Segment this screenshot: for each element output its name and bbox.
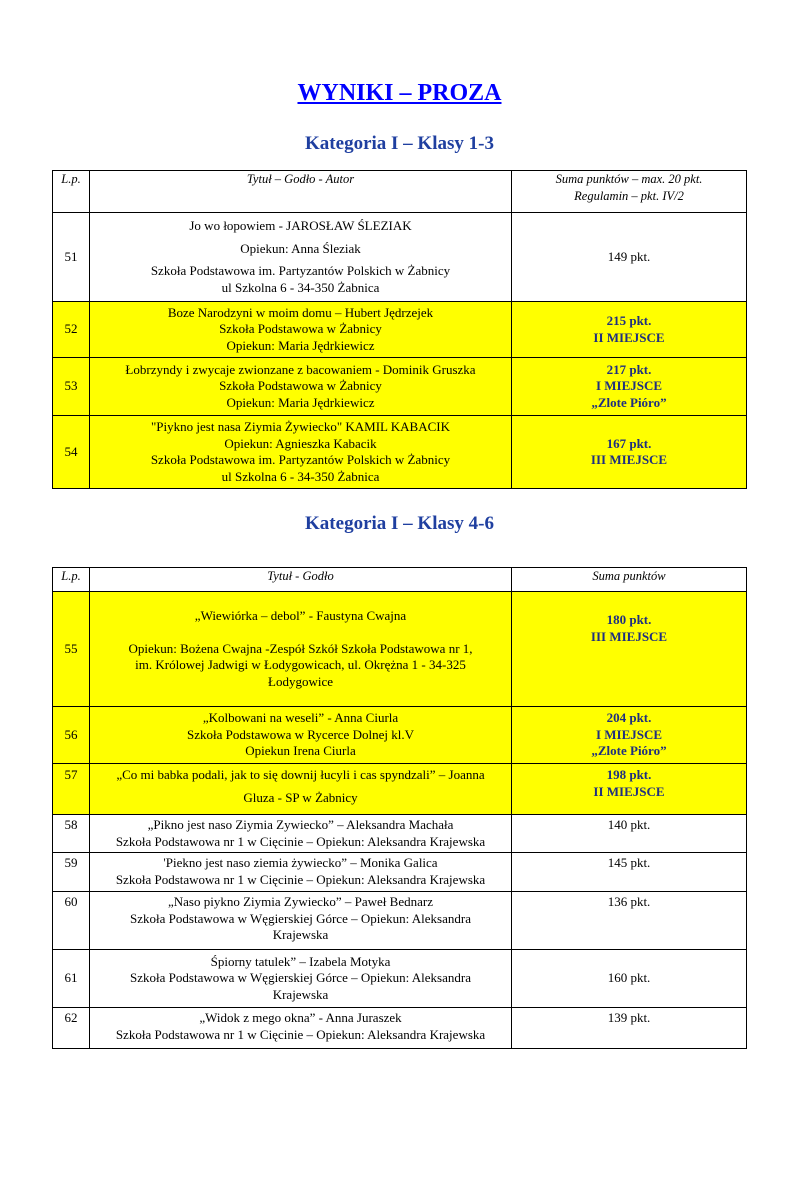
entry-line: Opiekun: Bożena Cwajna -Zespół Szkół Szkoła Podstawowa nr 1, xyxy=(128,640,473,656)
entry-line: Gluza - SP w Żabnicy xyxy=(243,789,358,805)
award-label: „Zlote Pióro” xyxy=(591,394,667,410)
row-entry xyxy=(90,1008,512,1049)
entry-line: „Kolbowani na weseli” - Anna Ciurla xyxy=(202,710,399,726)
entry-line: Boze Narodzyni w moim domu – Hubert Jędrzejek xyxy=(167,304,434,320)
score-value: 139 pkt. xyxy=(607,1010,651,1025)
score-value: 215 pkt. xyxy=(606,313,652,328)
section-heading-1: Kategoria I – Klasy 1-3 xyxy=(305,133,494,154)
table-row xyxy=(53,815,747,853)
table-row xyxy=(53,358,747,416)
entry-line: ul Szkolna 6 - 34-350 Żabnica xyxy=(221,279,380,295)
entry-line: "Piykno jest nasa Ziymia Żywiecko" KAMIL KABACIK xyxy=(151,419,450,434)
row-entry xyxy=(90,764,512,815)
table-header-row xyxy=(53,568,747,592)
entry-line: Szkoła Podstawowa w Węgierskiej Górce – Opiekun: Aleksandra xyxy=(130,910,471,926)
row-lp: 56 xyxy=(53,707,90,764)
entry-line: im. Królowej Jadwigi w Łodygowicach, ul. Okrężna 1 - 34-325 xyxy=(135,657,466,672)
score-value: 140 pkt. xyxy=(607,817,651,832)
table-row xyxy=(53,950,747,1008)
table-row xyxy=(53,416,747,489)
score-value: 160 pkt. xyxy=(607,970,651,986)
row-score xyxy=(512,302,747,358)
row-entry xyxy=(90,707,512,764)
entry-line: Szkoła Podstawowa w Żabnicy xyxy=(219,378,382,394)
entry-line: Łodygowice xyxy=(268,673,333,689)
entry-line: Szkoła Podstawowa w Żabnicy xyxy=(219,321,382,337)
row-entry xyxy=(90,892,512,950)
entry-line: Krajewska xyxy=(272,927,329,942)
row-entry xyxy=(90,358,512,416)
entry-line: Szkoła Podstawowa nr 1 w Cięcinie – Opiekun: Aleksandra Krajewska xyxy=(115,871,486,887)
row-lp: 52 xyxy=(53,302,90,358)
row-entry xyxy=(90,302,512,358)
header-title: Tytuł – Godło - Autor xyxy=(90,171,512,213)
row-score xyxy=(512,1008,747,1049)
row-lp: 53 xyxy=(53,358,90,416)
score-value: 145 pkt. xyxy=(607,855,651,870)
place-label: III MIEJSCE xyxy=(590,628,668,644)
row-score xyxy=(512,707,747,764)
table-row xyxy=(53,592,747,707)
entry-line: „Wiewiórka – debol” - Faustyna Cwajna xyxy=(194,608,407,623)
score-value: 217 pkt. xyxy=(606,361,652,377)
row-entry xyxy=(90,815,512,853)
section-heading-2: Kategoria I – Klasy 4-6 xyxy=(305,513,494,534)
entry-line: Opiekun Irena Ciurla xyxy=(245,743,356,759)
entry-line: Szkoła Podstawowa im. Partyzantów Polskich w Żabnicy xyxy=(150,452,451,467)
entry-line: Łobrzyndy i zwycaje zwionzane z bacowaniem - Dominik Gruszka xyxy=(125,361,476,377)
header-score-line1: Suma punktów – max. 20 pkt. xyxy=(555,172,703,186)
place-label: I MIEJSCE xyxy=(595,726,663,742)
score-value: 198 pkt. xyxy=(606,767,652,782)
header-score xyxy=(512,171,747,213)
entry-line: Opiekun: Maria Jędrkiewicz xyxy=(226,394,375,410)
row-score xyxy=(512,815,747,853)
page-title: WYNIKI – PROZA xyxy=(297,80,502,106)
place-label: III MIEJSCE xyxy=(590,452,668,467)
row-lp: 60 xyxy=(53,892,90,950)
entry-line: ul Szkolna 6 - 34-350 Żabnica xyxy=(221,468,380,484)
row-entry xyxy=(90,592,512,707)
results-table-2 xyxy=(52,567,747,1049)
entry-line: Opiekun: Anna Śleziak xyxy=(240,240,361,256)
row-score xyxy=(512,892,747,950)
entry-line: Szkoła Podstawowa nr 1 w Cięcinie – Opiekun: Aleksandra Krajewska xyxy=(115,1026,486,1042)
entry-line: Szkoła Podstawowa nr 1 w Cięcinie – Opiekun: Aleksandra Krajewska xyxy=(115,833,486,849)
table-row xyxy=(53,892,747,950)
header-score: Suma punktów xyxy=(512,568,747,592)
table-row xyxy=(53,853,747,892)
place-label: II MIEJSCE xyxy=(593,783,665,799)
row-score xyxy=(512,358,747,416)
entry-line: „Naso piykno Ziymia Zywiecko” – Paweł Bednarz xyxy=(168,894,433,909)
place-label: II MIEJSCE xyxy=(593,329,665,345)
row-entry xyxy=(90,853,512,892)
row-entry xyxy=(90,213,512,302)
table-header-row xyxy=(53,171,747,213)
entry-line: Szkoła Podstawowa im. Partyzantów Polskich w Żabnicy xyxy=(150,263,451,278)
entry-line: „Widok z mego okna” - Anna Juraszek xyxy=(199,1010,402,1025)
row-lp: 62 xyxy=(53,1008,90,1049)
entry-line: „Co mi babka podali, jak to się downij łucyli i cas spyndzali” – Joanna xyxy=(116,767,485,782)
row-lp: 55 xyxy=(53,592,90,707)
table-row xyxy=(53,1008,747,1049)
entry-line: Jo wo łopowiem - JAROSŁAW ŚLEZIAK xyxy=(189,218,412,233)
table-row xyxy=(53,707,747,764)
header-lp: L.p. xyxy=(53,568,90,592)
header-score-line2: Regulamin – pkt. IV/2 xyxy=(574,188,684,203)
entry-line: „Pikno jest naso Ziymia Zywiecko” – Aleksandra Machała xyxy=(147,817,454,832)
row-score xyxy=(512,853,747,892)
row-lp: 57 xyxy=(53,764,90,815)
entry-line: Szkoła Podstawowa w Rycerce Dolnej kl.V xyxy=(187,726,414,742)
row-score xyxy=(512,950,747,1008)
entry-line: Opiekun: Agnieszka Kabacik xyxy=(224,435,377,451)
row-entry xyxy=(90,416,512,489)
row-lp: 59 xyxy=(53,853,90,892)
header-lp: L.p. xyxy=(53,171,90,213)
row-score xyxy=(512,764,747,815)
row-score xyxy=(512,416,747,489)
row-score xyxy=(512,592,747,707)
table-row xyxy=(53,302,747,358)
score-value: 167 pkt. xyxy=(606,435,652,451)
score-value: 149 pkt. xyxy=(607,248,651,264)
place-label: I MIEJSCE xyxy=(595,378,663,394)
table-row xyxy=(53,213,747,302)
entry-line: Śpiorny tatulek” – Izabela Motyka xyxy=(210,953,391,969)
award-label: „Zlote Pióro” xyxy=(591,743,667,759)
row-lp: 51 xyxy=(53,213,90,302)
table-row xyxy=(53,764,747,815)
row-lp: 61 xyxy=(53,950,90,1008)
entry-line: Szkoła Podstawowa w Węgierskiej Górce – Opiekun: Aleksandra xyxy=(130,970,471,986)
score-value: 180 pkt. xyxy=(606,612,652,627)
entry-line: Krajewska xyxy=(272,986,329,1002)
entry-line: Opiekun: Maria Jędrkiewicz xyxy=(226,337,375,353)
row-score xyxy=(512,213,747,302)
row-lp: 58 xyxy=(53,815,90,853)
row-entry xyxy=(90,950,512,1008)
results-table-1 xyxy=(52,170,747,489)
score-value: 204 pkt. xyxy=(606,710,652,726)
header-title: Tytuł - Godło xyxy=(90,568,512,592)
row-lp: 54 xyxy=(53,416,90,489)
entry-line: 'Piekno jest naso ziemia żywiecko” – Monika Galica xyxy=(163,855,438,870)
score-value: 136 pkt. xyxy=(607,894,651,909)
